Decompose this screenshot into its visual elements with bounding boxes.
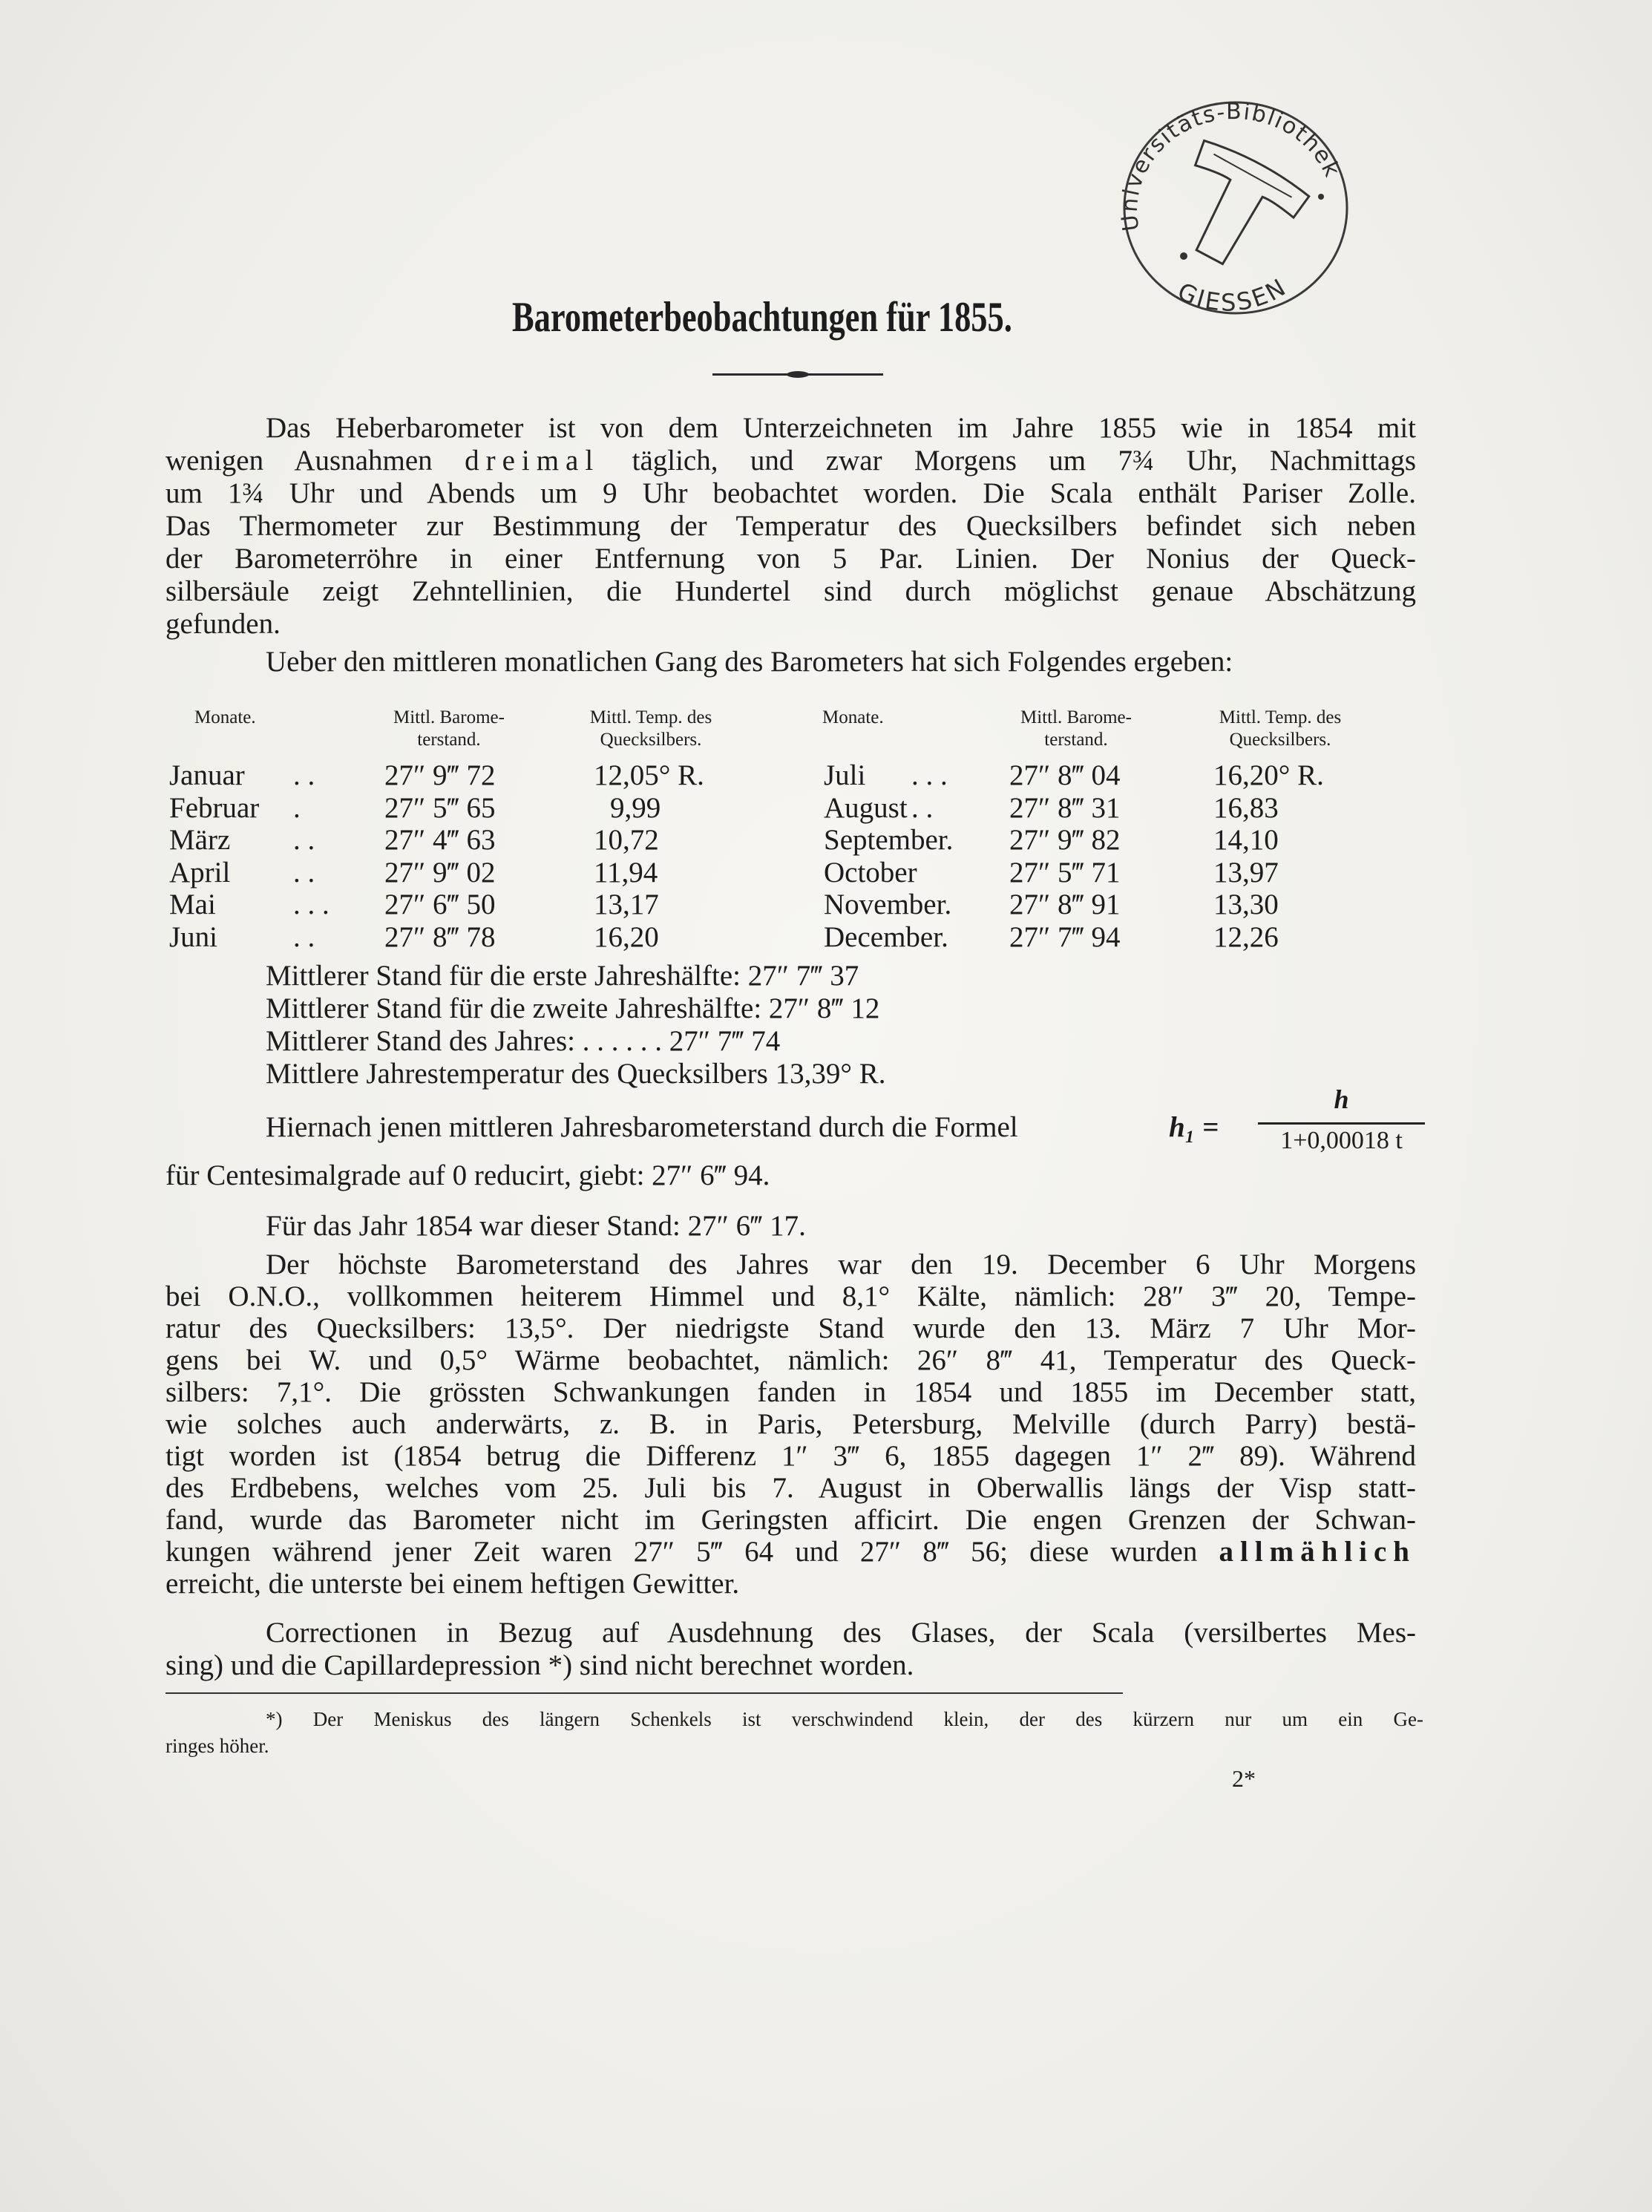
table-row-month: November. (824, 889, 952, 920)
table-row-dots: . . (911, 792, 934, 824)
page-title: Barometerbeobachtungen für 1855. (512, 294, 1012, 341)
stamp-top-text: Universitäts-Bibliothek (1116, 99, 1345, 233)
table-row-month: Mai (169, 889, 216, 920)
summary-year: Mittlerer Stand des Jahres: . . . . . . 27″ 7‴ 74 (266, 1025, 781, 1057)
main-line-11: erreicht, die unterste bei einem heftigen Gewitter. (165, 1568, 740, 1600)
table-row-dots: . (293, 792, 301, 824)
table-row-month: August (824, 792, 908, 824)
table-row-temperature: 11,94 (594, 857, 658, 889)
table-row-barometer: 27″ 8‴ 04 (1009, 759, 1121, 791)
main-line-4: gens bei W. und 0,5° Wärme beobachtet, nämlich: 26″ 8‴ 41, Temperatur des Queck- (165, 1344, 1416, 1376)
intro-line-3: um 1¾ Uhr und Abends um 9 Uhr beobachtet worden. Die Scala enthält Pariser Zolle. (165, 477, 1416, 509)
table-row-month: Juni (169, 921, 218, 953)
formula-numerator: h (1334, 1084, 1349, 1114)
table-row-month: Februar (169, 792, 260, 824)
intro-line-2: wenigen Ausnahmen dreimal täglich, und zwar Morgens um 7¾ Uhr, Nachmittags (165, 445, 1417, 477)
intro-line-5: der Barometerröhre in einer Entfernung von 5 Par. Linien. Der Nonius der Queck- (165, 543, 1416, 575)
intro-paragraph (165, 412, 1416, 641)
table-row-month: Januar (169, 759, 245, 791)
main-line-10: kungen während jener Zeit waren 27″ 5‴ 64 und 27″ 8‴ 56; diese wurden allmählich (165, 1536, 1416, 1568)
table-row-dots: . . . (293, 889, 330, 920)
signature-mark: 2* (1232, 1765, 1256, 1792)
table-row-temperature: 16,83 (1213, 792, 1279, 824)
year-1854-line: Für das Jahr 1854 war dieser Stand: 27″ 6‴ 17. (266, 1210, 806, 1242)
main-line-8: des Erdbebens, welches vom 25. Juli bis 7. August in Oberwallis längs der Visp statt- (165, 1472, 1416, 1504)
main-line-5: silbers: 7,1°. Die grössten Schwankungen fanden in 1854 und 1855 im December statt, (165, 1376, 1416, 1408)
stamp-bottom-text: GIESSEN (1173, 272, 1292, 317)
table-row-month: April (169, 857, 231, 889)
overview-line: Ueber den mittleren monatlichen Gang des Barometers hat sich Folgendes ergeben: (266, 646, 1233, 678)
table-header-baro-right: Mittl. Barome- terstand. (1020, 707, 1132, 750)
table-row-barometer: 27″ 9‴ 82 (1009, 824, 1121, 856)
formula-fraction-bar (1258, 1122, 1425, 1125)
main-paragraph (165, 1249, 1416, 1600)
intro-line-4: Das Thermometer zur Bestimmung der Temperatur des Quecksilbers befindet sich neben (165, 510, 1416, 542)
table-row-temperature: 13,97 (1213, 857, 1279, 889)
table-row-dots: . . (293, 759, 315, 791)
main-line-6: wie solches auch anderwärts, z. B. in Paris, Petersburg, Melville (durch Parry) bestä- (165, 1408, 1416, 1440)
footnote-divider (165, 1692, 1123, 1694)
formula-result: für Centesimalgrade auf 0 reducirt, giebt: 27″ 6‴ 94. (165, 1159, 770, 1191)
table-row-dots: . . (293, 857, 315, 889)
summary-first-half: Mittlerer Stand für die erste Jahreshälfte: 27″ 7‴ 37 (266, 960, 859, 992)
table-row-barometer: 27″ 8‴ 78 (384, 921, 496, 953)
table-row-barometer: 27″ 9‴ 72 (384, 759, 496, 791)
table-row-temperature: 16,20° R. (1213, 759, 1324, 791)
summary-temperature: Mittlere Jahrestemperatur des Quecksilbers 13,39° R. (266, 1058, 886, 1090)
table-row-barometer: 27″ 5‴ 71 (1009, 857, 1121, 889)
table-header-temp-left: Mittl. Temp. des Quecksilbers. (589, 707, 712, 750)
main-line-3: ratur des Quecksilbers: 13,5°. Der niedrigste Stand wurde den 13. März 7 Uhr Mor- (165, 1312, 1416, 1344)
corrections-line-1: Correctionen in Bezug auf Ausdehnung des Glases, der Scala (versilbertes Mes- (266, 1617, 1416, 1649)
formula-text: Hiernach jenen mittleren Jahresbarometerstand durch die Formel (266, 1111, 1018, 1143)
table-header-temp-right: Mittl. Temp. des Quecksilbers. (1219, 707, 1342, 750)
table-row-barometer: 27″ 7‴ 94 (1009, 921, 1121, 953)
table-header-baro-left: Mittl. Barome- terstand. (393, 707, 505, 750)
table-row-temperature: 13,30 (1213, 889, 1279, 920)
table-row-temperature: 9,99 (610, 792, 661, 824)
table-row-dots: . . . (911, 759, 948, 791)
intro-line-7: gefunden. (165, 608, 281, 640)
table-row-dots: . . (293, 824, 315, 856)
table-row-dots: . . (293, 921, 315, 953)
table-row-barometer: 27″ 9‴ 02 (384, 857, 496, 889)
table-row-month: December. (824, 921, 948, 953)
table-row-month: Juli (824, 759, 866, 791)
table-row-barometer: 27″ 5‴ 65 (384, 792, 496, 824)
main-line-1: Der höchste Barometerstand des Jahres war den 19. December 6 Uhr Morgens (266, 1249, 1416, 1280)
title-divider (712, 373, 883, 376)
table-row-temperature: 10,72 (594, 824, 659, 856)
table-row-temperature: 12,26 (1213, 921, 1279, 953)
table-row-barometer: 27″ 8‴ 31 (1009, 792, 1121, 824)
formula-denominator: 1+0,00018 t (1280, 1127, 1403, 1154)
table-header-month-left: Monate. (194, 707, 256, 727)
tau-cross-emblem (1157, 136, 1311, 285)
svg-text:Universitäts-Bibliothek (1117, 99, 1345, 232)
footnote-line-1: *) Der Meniskus des längern Schenkels ist verschwindend klein, der des kürzern nur um ein Ge- (266, 1708, 1423, 1730)
intro-line-6: silbersäule zeigt Zehntellinien, die Hundertel sind durch möglichst genaue Abschätzung (165, 575, 1416, 607)
footnote (165, 1706, 1423, 1759)
corrections-paragraph (165, 1617, 1416, 1682)
main-line-7: tigt worden ist (1854 betrug die Differenz 1″ 3‴ 6, 1855 dagegen 1″ 2‴ 89). Während (165, 1440, 1416, 1472)
table-row-temperature: 16,20 (594, 921, 659, 953)
table-header-month-right: Monate. (822, 707, 884, 727)
main-line-2: bei O.N.O., vollkommen heiterem Himmel und 8,1° Kälte, nämlich: 28″ 3‴ 20, Tempe- (165, 1280, 1416, 1312)
corrections-line-2: sing) und die Capillardepression *) sind nicht berechnet worden. (165, 1649, 914, 1681)
library-stamp (1095, 74, 1377, 341)
table-row-barometer: 27″ 6‴ 50 (384, 889, 496, 920)
table-row-temperature: 14,10 (1213, 824, 1279, 856)
svg-text:GIESSEN (1173, 272, 1292, 317)
table-row-month: September. (824, 824, 954, 856)
table-row-temperature: 12,05° R. (594, 759, 704, 791)
table-row-temperature: 13,17 (594, 889, 659, 920)
table-row-barometer: 27″ 8‴ 91 (1009, 889, 1121, 920)
formula-lhs: h₁ = (1169, 1111, 1219, 1143)
footnote-line-2: ringes höher. (165, 1735, 269, 1757)
main-line-9: fand, wurde das Barometer nicht im Geringsten afficirt. Die engen Grenzen der Schwan- (165, 1504, 1416, 1536)
summary-second-half: Mittlerer Stand für die zweite Jahreshälfte: 27″ 8‴ 12 (266, 992, 880, 1024)
table-row-month: October (824, 857, 917, 889)
table-row-barometer: 27″ 4‴ 63 (384, 824, 496, 856)
intro-line-1: Das Heberbarometer ist von dem Unterzeichneten im Jahre 1855 wie in 1854 mit (266, 412, 1416, 444)
table-row-month: März (169, 824, 231, 856)
